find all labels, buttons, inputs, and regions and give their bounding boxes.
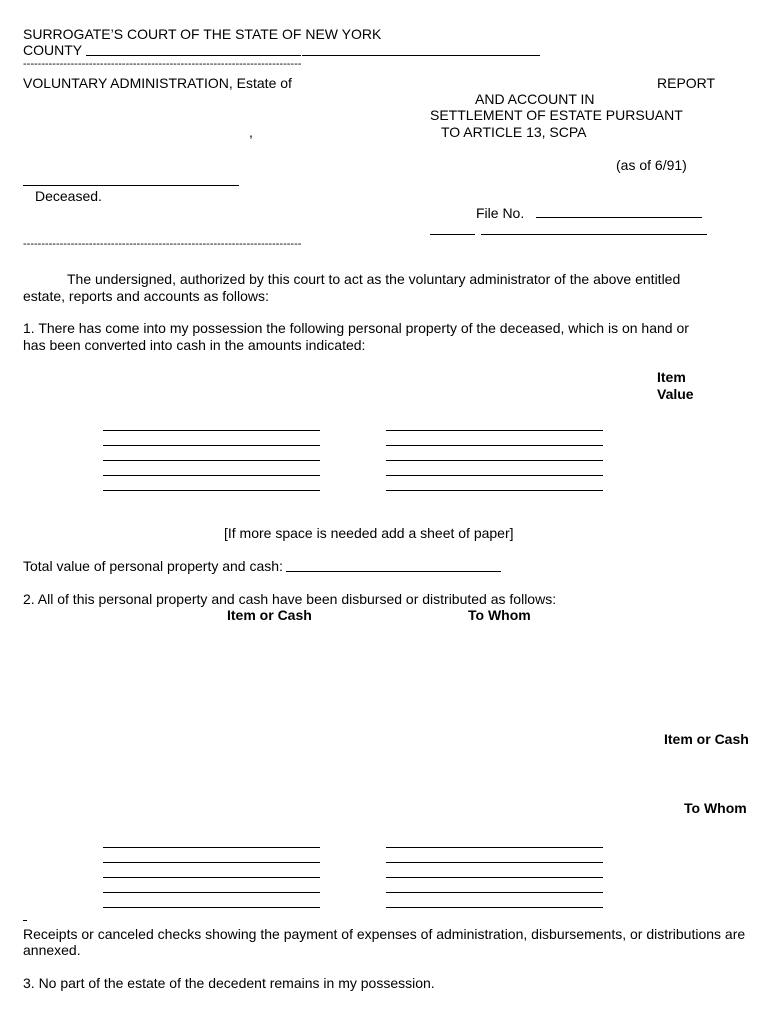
distribution-item-line[interactable] <box>103 862 320 863</box>
file-no-short-line[interactable] <box>430 234 475 235</box>
property-item-line[interactable] <box>103 460 320 461</box>
distribution-recipient-line[interactable] <box>386 862 603 863</box>
property-value-line[interactable] <box>386 490 603 491</box>
distribution-recipient-line[interactable] <box>386 847 603 848</box>
property-item-line[interactable] <box>103 445 320 446</box>
small-mark <box>23 920 27 921</box>
deceased-label: Deceased. <box>35 188 102 204</box>
name-comma: , <box>249 124 253 140</box>
intro-text-line2: estate, reports and accounts as follows: <box>23 288 269 304</box>
estate-of-label: VOLUNTARY ADMINISTRATION, Estate of <box>23 75 292 91</box>
column-header-item: Item <box>657 369 686 385</box>
property-item-line[interactable] <box>103 430 320 431</box>
dash-rule-bottom: ---------------------------------------------------------------------------- <box>23 238 302 250</box>
item1-text-line2: has been converted into cash in the amounts indicated: <box>23 337 366 353</box>
total-value-label: Total value of personal property and cash: <box>23 558 283 574</box>
column-header-to-whom-right: To Whom <box>684 800 747 816</box>
item3-text: 3. No part of the estate of the decedent remains in my possession. <box>23 975 435 991</box>
total-value-line[interactable] <box>286 571 501 572</box>
county-blank-line[interactable] <box>86 55 301 56</box>
decedent-name-line[interactable] <box>23 185 239 186</box>
property-item-line[interactable] <box>103 490 320 491</box>
distribution-recipient-line[interactable] <box>386 892 603 893</box>
column-header-value: Value <box>657 386 694 402</box>
county-blank-line-2[interactable] <box>302 55 540 56</box>
report-title-line4: TO ARTICLE 13, SCPA <box>441 124 587 140</box>
receipts-text-line2: annexed. <box>23 942 81 958</box>
property-item-line[interactable] <box>103 475 320 476</box>
court-heading: SURROGATE’S COURT OF THE STATE OF NEW YORK <box>23 26 382 42</box>
report-title-line1: REPORT <box>657 75 716 91</box>
distribution-recipient-line[interactable] <box>386 877 603 878</box>
county-label: COUNTY <box>23 42 83 58</box>
file-no-line[interactable] <box>536 217 702 218</box>
property-value-line[interactable] <box>386 460 603 461</box>
property-value-line[interactable] <box>386 445 603 446</box>
column-header-item-or-cash-right: Item or Cash <box>664 731 749 747</box>
item1-text-line1: 1. There has come into my possession the following personal property of the deceased, which is on hand or <box>23 320 689 336</box>
property-value-line[interactable] <box>386 430 603 431</box>
distribution-recipient-line[interactable] <box>386 907 603 908</box>
distribution-item-line[interactable] <box>103 877 320 878</box>
report-title-line2: AND ACCOUNT IN <box>475 91 595 107</box>
distribution-item-line[interactable] <box>103 907 320 908</box>
receipts-text-line1: Receipts or canceled checks showing the payment of expenses of administration, disbursements, or distributions are <box>23 926 746 942</box>
column-header-item-or-cash: Item or Cash <box>227 607 312 623</box>
intro-text-line1: The undersigned, authorized by this court to act as the voluntary administrator of the above entitled <box>67 271 681 287</box>
item2-text: 2. All of this personal property and cash have been disbursed or distributed as follows: <box>23 591 557 607</box>
column-header-to-whom: To Whom <box>468 607 531 623</box>
report-title-line3: SETTLEMENT OF ESTATE PURSUANT <box>430 107 683 123</box>
distribution-item-line[interactable] <box>103 847 320 848</box>
revision-date: (as of 6/91) <box>616 157 687 173</box>
file-no-label: File No. <box>476 205 525 221</box>
file-no-long-line[interactable] <box>481 234 707 235</box>
property-value-line[interactable] <box>386 475 603 476</box>
dash-rule-top: ---------------------------------------------------------------------------- <box>23 58 302 70</box>
more-space-note: [If more space is needed add a sheet of paper] <box>224 525 514 541</box>
distribution-item-line[interactable] <box>103 892 320 893</box>
